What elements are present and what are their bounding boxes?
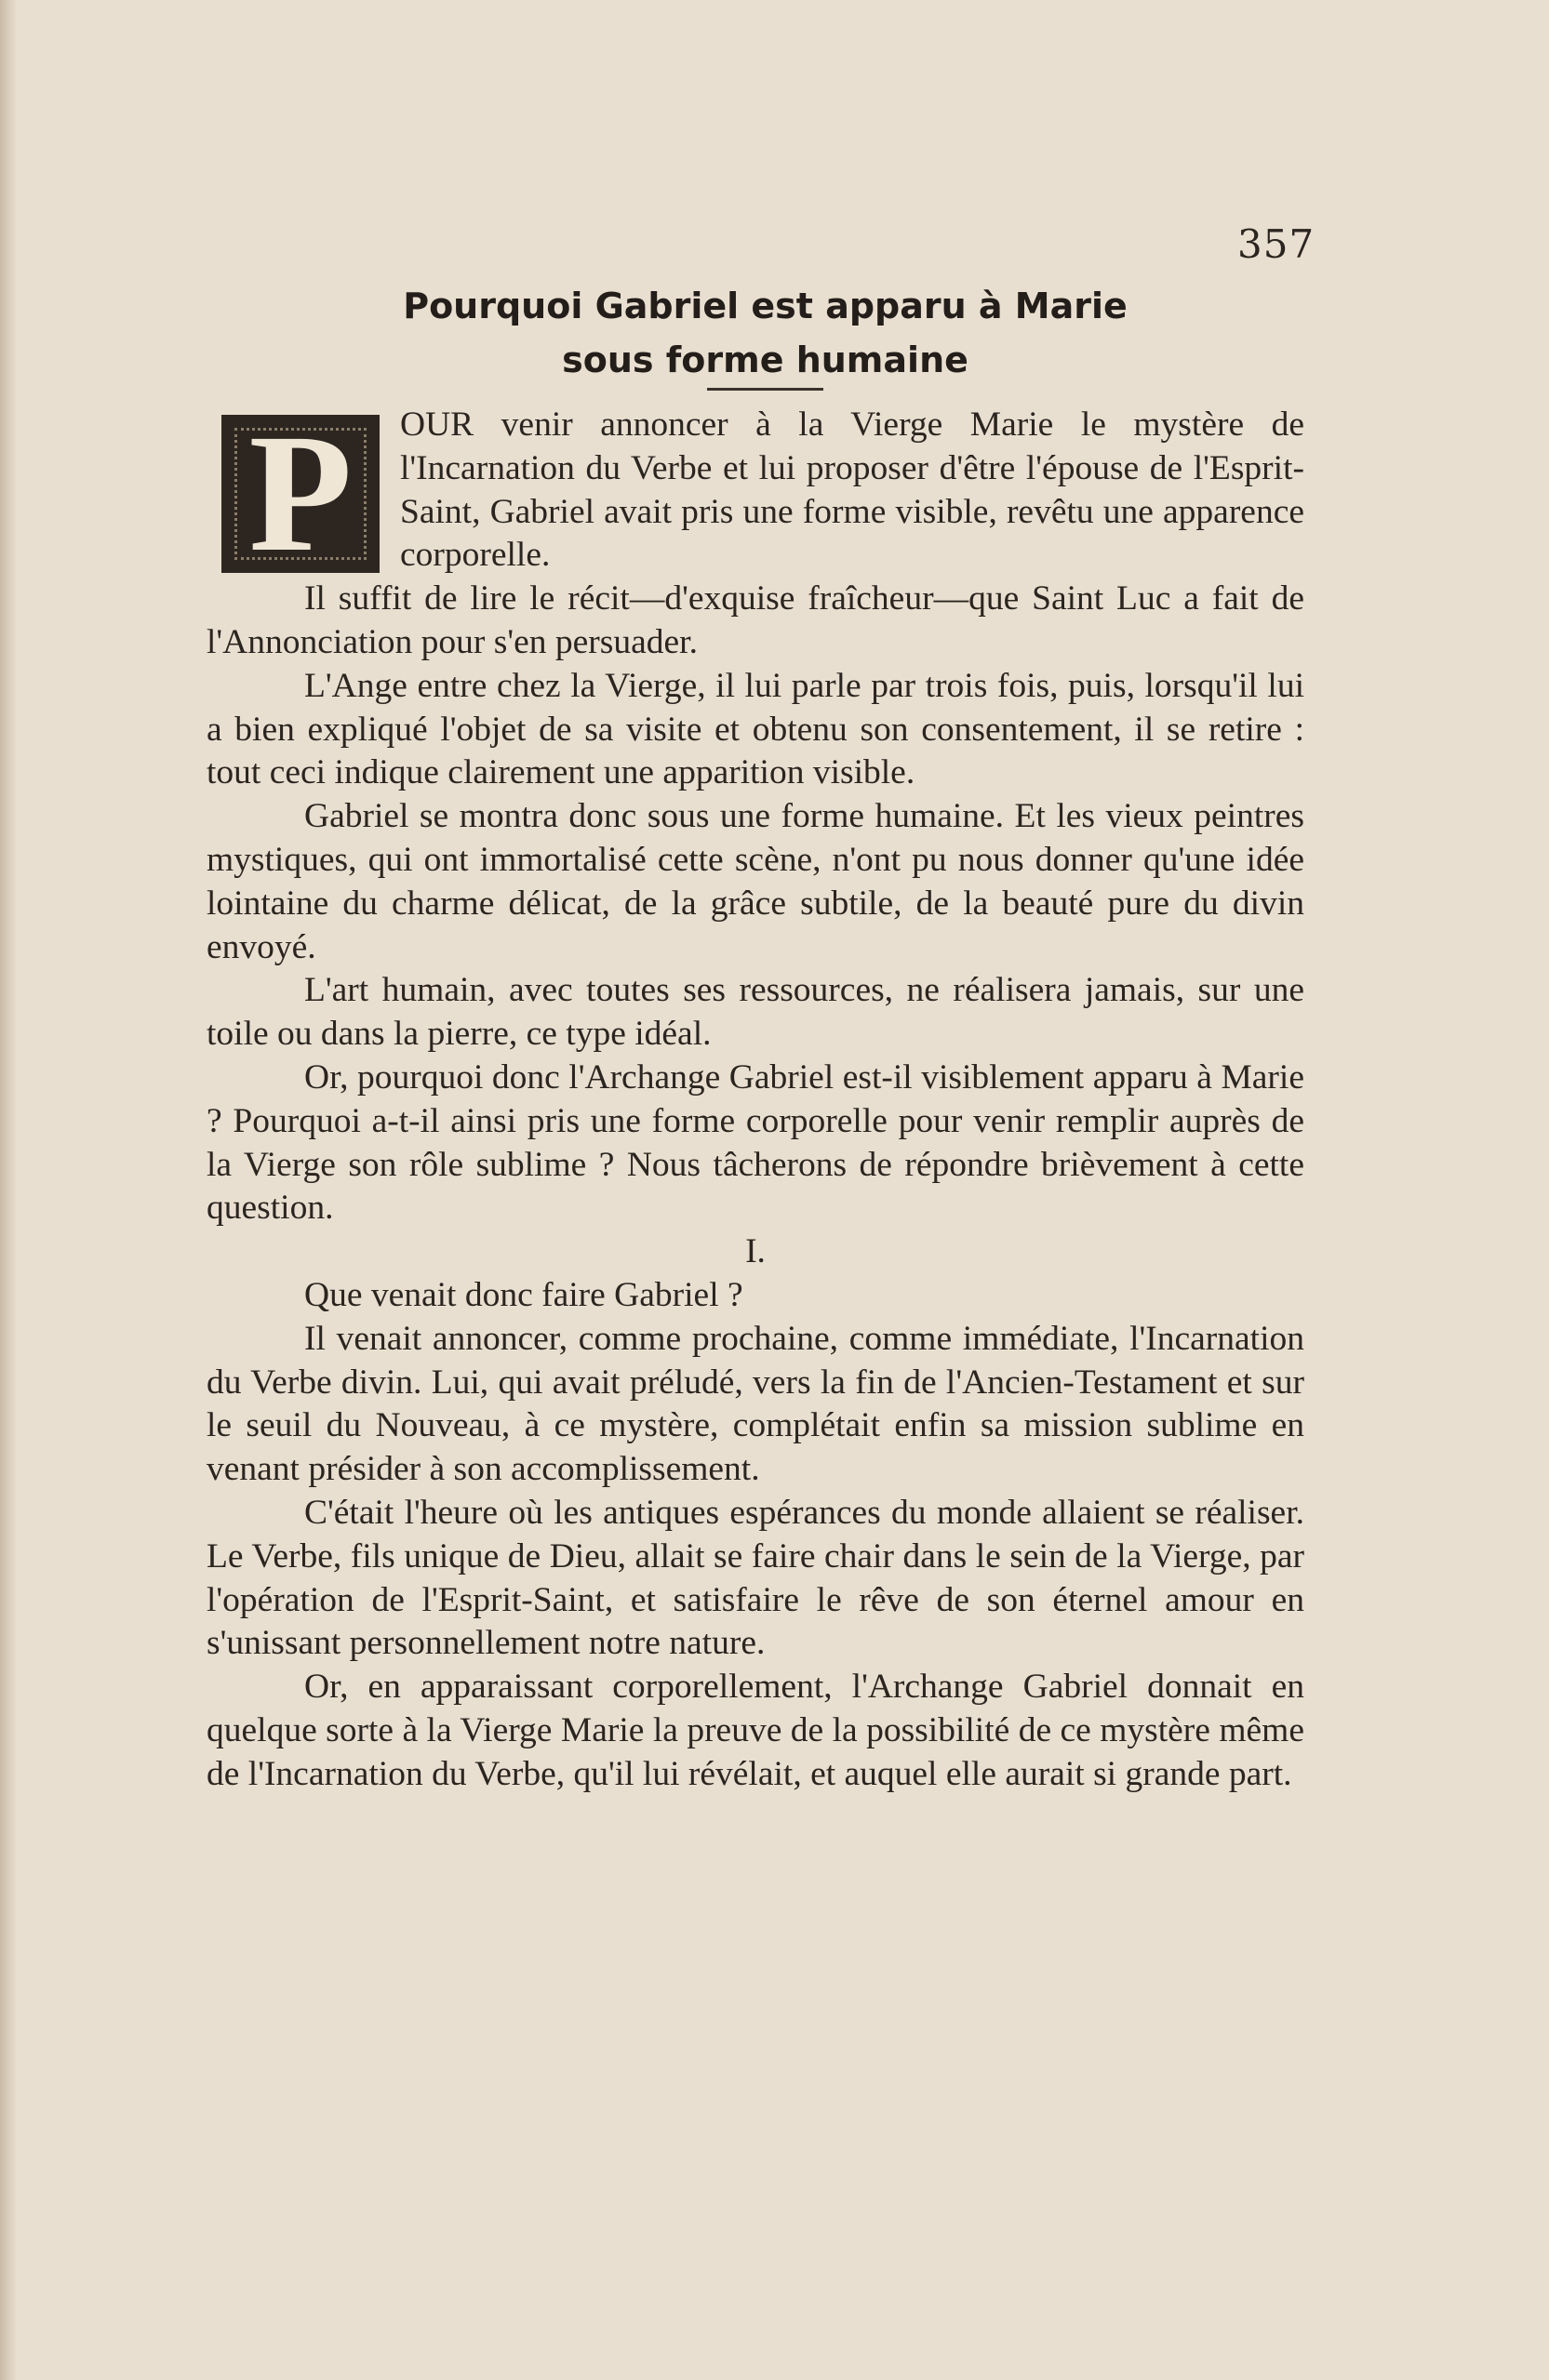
dropcap-letter: P <box>248 400 353 587</box>
body-text <box>207 400 1304 1797</box>
paragraph-1: OUR venir annoncer à la Vierge Marie le mystère de l'Incarnation du Verbe et lui proposer d'être l'épouse de l'Esprit-Saint, Gabriel avait pris une forme visible, revêtu une apparence corporelle. <box>400 406 1304 575</box>
paragraph-4: Gabriel se montra donc sous une forme humaine. Et les vieux peintres mystiques, qui ont immortalisé cette scène, n'ont pu nous donner qu'une idée lointaine du charme délicat, de la grâce subtile, de la beauté pure du divin envoyé. <box>207 797 1304 966</box>
chapter-title-line-1: Pourquoi Gabriel est apparu à Marie <box>403 286 1128 326</box>
section-number: I. <box>745 1232 766 1271</box>
page-number: 357 <box>1237 221 1315 267</box>
paragraph-9: C'était l'heure où les antiques espérances du monde allaient se réaliser. Le Verbe, fils unique de Dieu, allait se faire chair dans le sein de la Vierge, par l'opération de l'Esprit-Saint, et satisfaire le rêve de son éternel amour en s'unissant personnellement notre nature. <box>207 1493 1304 1663</box>
title-divider <box>707 388 823 391</box>
paragraph-8: Il venait annoncer, comme prochaine, comme immédiate, l'Incarnation du Verbe divin. Lui, qui avait préludé, vers la fin de l'Ancien-Testament et sur le seuil du Nouveau, à ce mystère, complétait enfin sa mission sublime en venant présider à son accomplissement. <box>207 1319 1304 1489</box>
paragraph-7: Que venait donc faire Gabriel ? <box>304 1275 743 1314</box>
paragraph-3: L'Ange entre chez la Vierge, il lui parle par trois fois, puis, lorsqu'il lui a bien expliqué l'objet de sa visite et obtenu son consentement, il se retire : tout ceci indique clairement une apparition visible. <box>207 666 1304 792</box>
paragraph-10: Or, en apparaissant corporellement, l'Archange Gabriel donnait en quelque sorte à la Vierge Marie la preuve de la possibilité de ce mystère même de l'Incarnation du Verbe, qu'il lui révélait, et auquel elle aurait si grande part. <box>207 1668 1304 1793</box>
chapter-title <box>279 279 1251 387</box>
chapter-title-line-2: sous forme humaine <box>562 339 968 380</box>
page-edge-shadow <box>0 0 17 2380</box>
paragraph-2: Il suffit de lire le récit—d'exquise fraîcheur—que Saint Luc a fait de l'Annonciation pour s'en persuader. <box>207 579 1304 661</box>
paragraph-6: Or, pourquoi donc l'Archange Gabriel est-il visiblement apparu à Marie ? Pourquoi a-t-il ainsi pris une forme corporelle pour venir remplir auprès de la Vierge son rôle sublime ? Nous tâcherons de répondre brièvement à cette question. <box>207 1057 1304 1228</box>
ornamental-dropcap <box>218 400 383 587</box>
paragraph-5: L'art humain, avec toutes ses ressources, ne réalisera jamais, sur une toile ou dans la pierre, ce type idéal. <box>207 971 1304 1054</box>
